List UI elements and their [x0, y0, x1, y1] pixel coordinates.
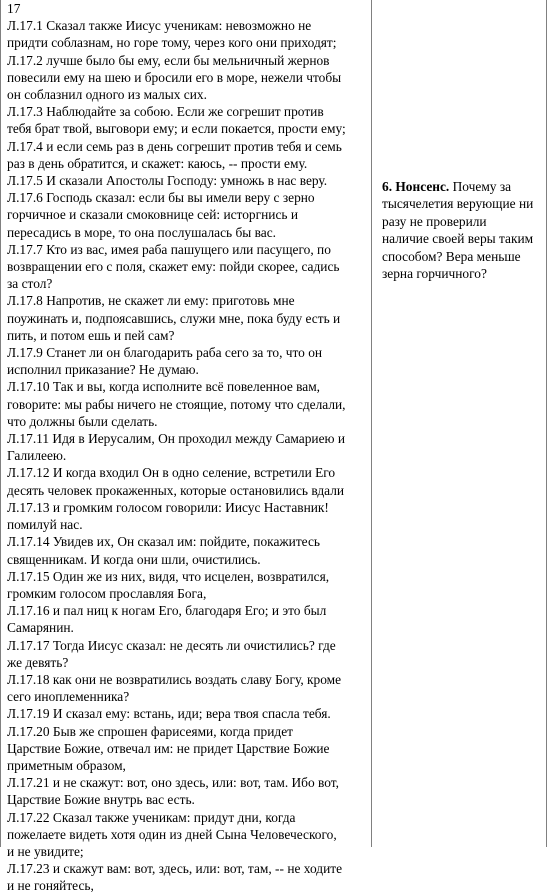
- scripture-line: Л.17.4 и если семь раз в день согрешит против тебя и семь: [7, 138, 342, 154]
- scripture-line: Л.17.20 Быв же спрошен фарисеями, когда придет: [7, 723, 294, 739]
- scripture-line: Царствие Божие, отвечал им: не придет Царствие Божие: [7, 740, 330, 756]
- scripture-line: Л.17.21 и не скажут: вот, оно здесь, или: вот, там. Ибо вот,: [7, 775, 339, 791]
- scripture-line: Л.17.9 Станет ли он благодарить раба сего за то, что он: [7, 345, 323, 361]
- scripture-line: тебя брат твой, выговори ему; и если покается, прости ему;: [7, 121, 346, 137]
- commentary-heading: 6. Нонсенс.: [382, 179, 450, 194]
- commentary-first-line: [382, 178, 543, 195]
- scripture-line: Л.17.2 лучше было бы ему, если бы мельничный жернов: [7, 52, 330, 68]
- scripture-line: Л.17.19 И сказал ему: встань, иди; вера твоя спасла тебя.: [7, 706, 331, 722]
- scripture-line: 17: [7, 1, 21, 16]
- scripture-line: и не гоняйтесь,: [7, 878, 94, 894]
- commentary-line: наличие своей веры таким: [382, 231, 534, 247]
- scripture-line: Л.17.13 и громким голосом говорили: Иисус Наставник!: [7, 499, 329, 515]
- scripture-line: же девять?: [7, 654, 69, 670]
- scripture-line: Царствие Божие внутрь вас есть.: [7, 792, 195, 808]
- scripture-line: Л.17.3 Наблюдайте за собою. Если же согрешит против: [7, 104, 324, 120]
- commentary-line: разу не проверили: [382, 213, 487, 229]
- scripture-line: придти соблазнам, но горе тому, через кого они приходят;: [7, 35, 337, 51]
- scripture-line: Л.17.16 и пал ниц к ногам Его, благодаря Его; и это был: [7, 603, 327, 619]
- scripture-line: пить, и потом ешь и пей сам?: [7, 327, 175, 343]
- scripture-line: громким голосом прославляя Бога,: [7, 585, 207, 601]
- scripture-line: Л.17.12 И когда входил Он в одно селение, встретили Его: [7, 465, 336, 481]
- scripture-line: Л.17.11 Идя в Иерусалим, Он проходил между Самариею и: [7, 431, 346, 447]
- scripture-line: Л.17.5 И сказали Апостолы Господу: умножь в нас веру.: [7, 173, 328, 189]
- scripture-line: возвращении его с поля, скажет ему: пойди скорее, садись: [7, 259, 340, 275]
- scripture-line: сего иноплеменника?: [7, 689, 130, 705]
- scripture-line: повесили ему на шею и бросили его в море, нежели чтобы: [7, 69, 342, 85]
- scripture-line: Самарянин.: [7, 620, 74, 636]
- scripture-line: Л.17.14 Увидев их, Он сказал им: пойдите, покажитесь: [7, 534, 321, 550]
- scripture-line: исполнил приказание? Не думаю.: [7, 362, 199, 378]
- scripture-line: Л.17.15 Один же из них, видя, что исцелен, возвратился,: [7, 568, 330, 584]
- scripture-line: священникам. И когда они шли, очистились.: [7, 551, 261, 567]
- commentary-line: тысячелетия верующие ни: [382, 196, 534, 212]
- scripture-line: Л.17.10 Так и вы, когда исполните всё повеленное вам,: [7, 379, 321, 395]
- scripture-line: десять человек прокаженных, которые остановились вдали: [7, 482, 345, 498]
- scripture-line: Галилеею.: [7, 448, 67, 464]
- scripture-line: Л.17.8 Напротив, не скажет ли ему: приготовь мне: [7, 293, 295, 309]
- scripture-line: горчичное и сказали смоковнице сей: исторгнись и: [7, 207, 299, 223]
- scripture-line: Л.17.6 Господь сказал: если бы вы имели веру с зерно: [7, 190, 315, 206]
- scripture-line: пожелаете видеть хотя один из дней Сына Человеческого,: [7, 826, 337, 842]
- scripture-line: Л.17.17 Тогда Иисус сказал: не десять ли очистились? где: [7, 637, 336, 653]
- scripture-line: помилуй нас.: [7, 517, 83, 533]
- scripture-line: за стол?: [7, 276, 53, 292]
- scripture-line: говорите: мы рабы ничего не стоящие, потому что сделали,: [7, 396, 346, 412]
- scripture-line: поужинать и, подпоясавшись, служи мне, пока буду есть и: [7, 310, 341, 326]
- scripture-line: раз в день обратится, и скажет: каюсь, -- прости ему.: [7, 155, 308, 171]
- scripture-line: приметным образом,: [7, 757, 126, 773]
- commentary-column: [373, 0, 547, 847]
- scripture-column: [2, 0, 372, 894]
- scripture-line: Л.17.23 и скажут вам: вот, здесь, или: вот, там, -- не ходите: [7, 861, 343, 877]
- scripture-line: и не увидите;: [7, 843, 84, 859]
- commentary-line: зерна горчичного?: [382, 266, 487, 282]
- scripture-line: Л.17.22 Сказал также ученикам: придут дни, когда: [7, 809, 296, 825]
- commentary-lines: [382, 195, 543, 282]
- commentary-line: способом? Вера меньше: [382, 248, 521, 264]
- scripture-line: Л.17.1 Сказал также Иисус ученикам: невозможно не: [7, 18, 312, 34]
- scripture-line: что должны были сделать.: [7, 413, 158, 429]
- scripture-line: Л.17.7 Кто из вас, имея раба пашущего или пасущего, по: [7, 241, 331, 257]
- commentary-text: Почему за: [449, 179, 512, 194]
- scripture-line: он соблазнил одного из малых сих.: [7, 87, 207, 103]
- scripture-line: Л.17.18 как они не возвратились воздать славу Богу, кроме: [7, 671, 342, 687]
- scripture-line: пересадись в море, то она послушалась бы вас.: [7, 224, 277, 240]
